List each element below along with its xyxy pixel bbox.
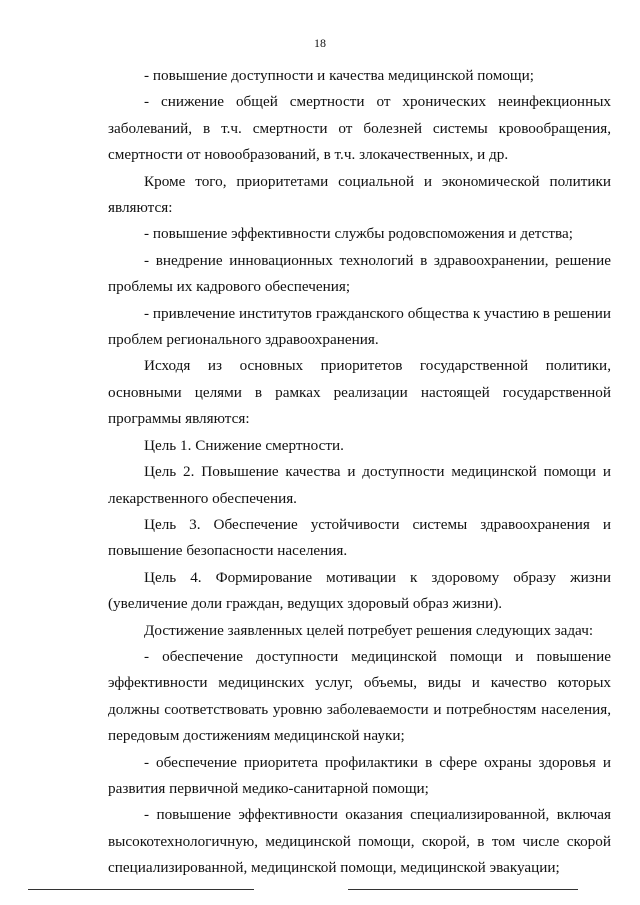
- bullet-paragraph: - повышение эффективности оказания специализированной, включая высокотехнологичную, медицинской помощи, скорой, в том числе скорой специализированной, медицинской помощи, медицинской эвакуации;: [108, 806, 611, 877]
- bullet-paragraph: - повышение доступности и качества медицинской помощи;: [144, 67, 534, 84]
- goal-paragraph: Цель 2. Повышение качества и доступности медицинской помощи и лекарственного обеспечения.: [108, 463, 611, 507]
- body-paragraph: Достижение заявленных целей потребует решения следующих задач:: [144, 621, 594, 639]
- bullet-paragraph: - обеспечение приоритета профилактики в сфере охраны здоровья и развития первичной медико-санитарной помощи;: [108, 753, 611, 797]
- page-number: 18: [314, 36, 326, 50]
- bullet-paragraph: - привлечение институтов гражданского общества к участию в решении проблем регионального здравоохранения.: [108, 304, 611, 349]
- body-paragraph: Исходя из основных приоритетов государственной политики, основными целями в рамках реализации настоящей государственной программы являются:: [108, 357, 611, 428]
- bullet-paragraph: - обеспечение доступности медицинской помощи и повышение эффективности медицинских услуг, объемы, виды и качество которых должны соответствовать уровню заболеваемости и потребностям населения, передовым достижениям медицинской науки;: [108, 647, 611, 745]
- footer-divider: [28, 889, 254, 890]
- goal-paragraph: Цель 3. Обеспечение устойчивости системы здравоохранения и повышение безопасности населения.: [108, 515, 611, 560]
- goal-paragraph: Цель 4. Формирование мотивации к здоровому образу жизни (увеличение доли граждан, ведущих здоровый образ жизни).: [108, 568, 611, 613]
- goal-paragraph: Цель 1. Снижение смертности.: [144, 436, 344, 454]
- bullet-paragraph: - повышение эффективности службы родовспоможения и детства;: [144, 225, 573, 243]
- document-body: [108, 63, 611, 882]
- bullet-paragraph: - внедрение инновационных технологий в здравоохранении, решение проблемы их кадрового обеспечения;: [108, 251, 611, 296]
- footer-divider: [348, 889, 578, 890]
- bullet-paragraph: - снижение общей смертности от хронических неинфекционных заболеваний, в т.ч. смертности от болезней системы кровообращения, смертности от новообразований, в т.ч. злокачественных, и др.: [108, 93, 611, 164]
- body-paragraph: Кроме того, приоритетами социальной и экономической политики являются:: [108, 172, 611, 217]
